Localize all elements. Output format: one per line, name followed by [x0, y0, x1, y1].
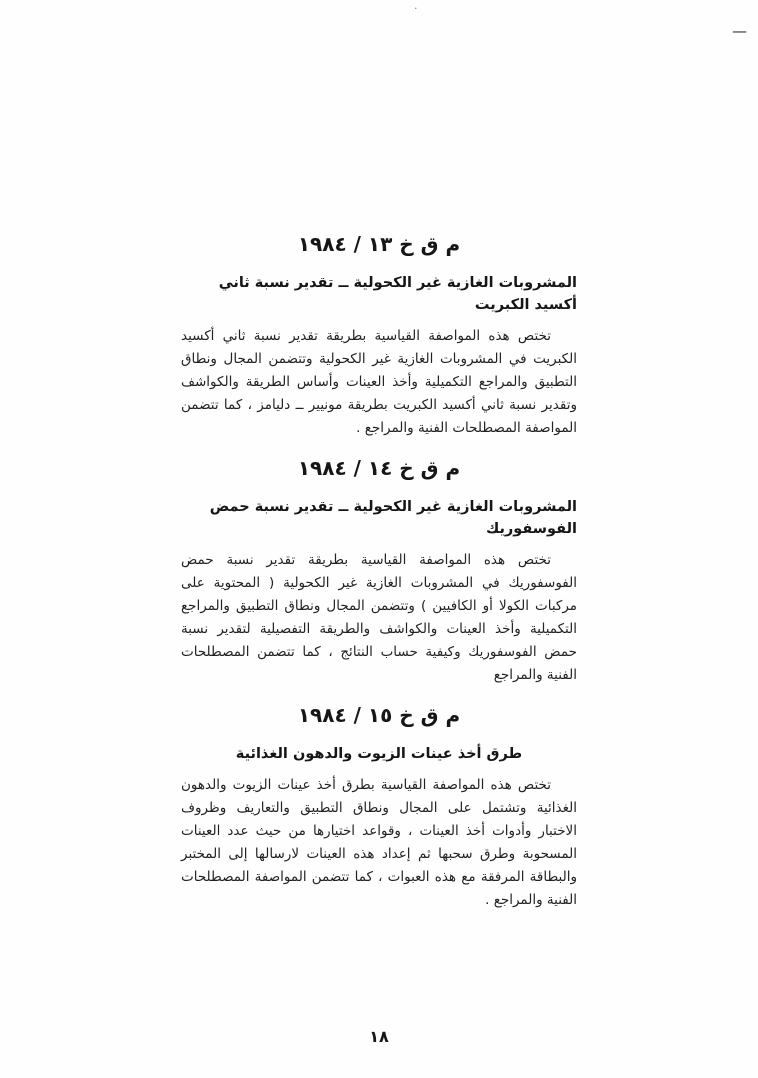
standard-summary: تختص هذه المواصفة القياسية بطرق أخذ عينات الزيوت والدهون الغذائية وتشتمل على المجال ونطاق التطبيق والتعاريف وظروف الاختبار وأدوات أخذ العينات ، وقواعد اختيارها من حيث عدد العينات المسحوبة وطرق سحبها ثم إعداد هذه العينات لارسالها إلى المختبر والبطاقة المرفقة مع هذه العبوات ، كما تتضمن المواصفة المصطلحات الفنية والمراجع . [181, 777, 577, 908]
standard-summary: تختص هذه المواصفة القياسية بطريقة تقدير نسبة حمض الفوسفوريك في المشروبات الغازية غير الكحولية ( المحتوية على مركبات الكولا أو الكافيين ) وتتضمن المجال ونطاق التطبيق والمراجع التكميلية وأخذ العينات والكواشف والطريقة التفصيلية لتقدير نسبة حمض الفوسفوريك وكيفية حساب النتائج ، كما تتضمن المصطلحات الفنية والمراجع [181, 552, 577, 683]
standard-title: طرق أخذ عينات الزيوت والدهون الغذائية [235, 746, 523, 762]
standard-number: م ق خ ١٣ / ١٩٨٤ [297, 232, 461, 256]
standard-entry [181, 454, 577, 687]
standard-title: المشروبات الغازية غير الكحولية ــ تقدير نسبة حمض الفوسفوريك [209, 499, 577, 537]
scan-dot-artifact: · [414, 2, 418, 15]
standard-title: المشروبات الغازية غير الكحولية ــ تقدير نسبة ثاني أكسيد الكبريت [218, 275, 577, 313]
standard-entry [181, 230, 577, 440]
standard-summary: تختص هذه المواصفة القياسية بطريقة تقدير نسبة ثاني أكسيد الكبريت في المشروبات الغازية غير الكحولية وتتضمن المجال ونطاق التطبيق والمراجع التكميلية وأخذ العينات وأساس الطريقة والكواشف وتقدير نسبة ثاني أكسيد الكبريت بطريقة مونيير ــ دليامز ، كما تتضمن المواصفة المصطلحات الفنية والمراجع . [181, 328, 577, 436]
standards-list [181, 0, 577, 912]
standard-entry [181, 701, 577, 912]
page-number: ١٨ [369, 1027, 389, 1046]
standard-number: م ق خ ١٥ / ١٩٨٤ [297, 703, 461, 727]
standard-number: م ق خ ١٤ / ١٩٨٤ [297, 456, 461, 480]
corner-dash-mark: — [732, 22, 746, 40]
